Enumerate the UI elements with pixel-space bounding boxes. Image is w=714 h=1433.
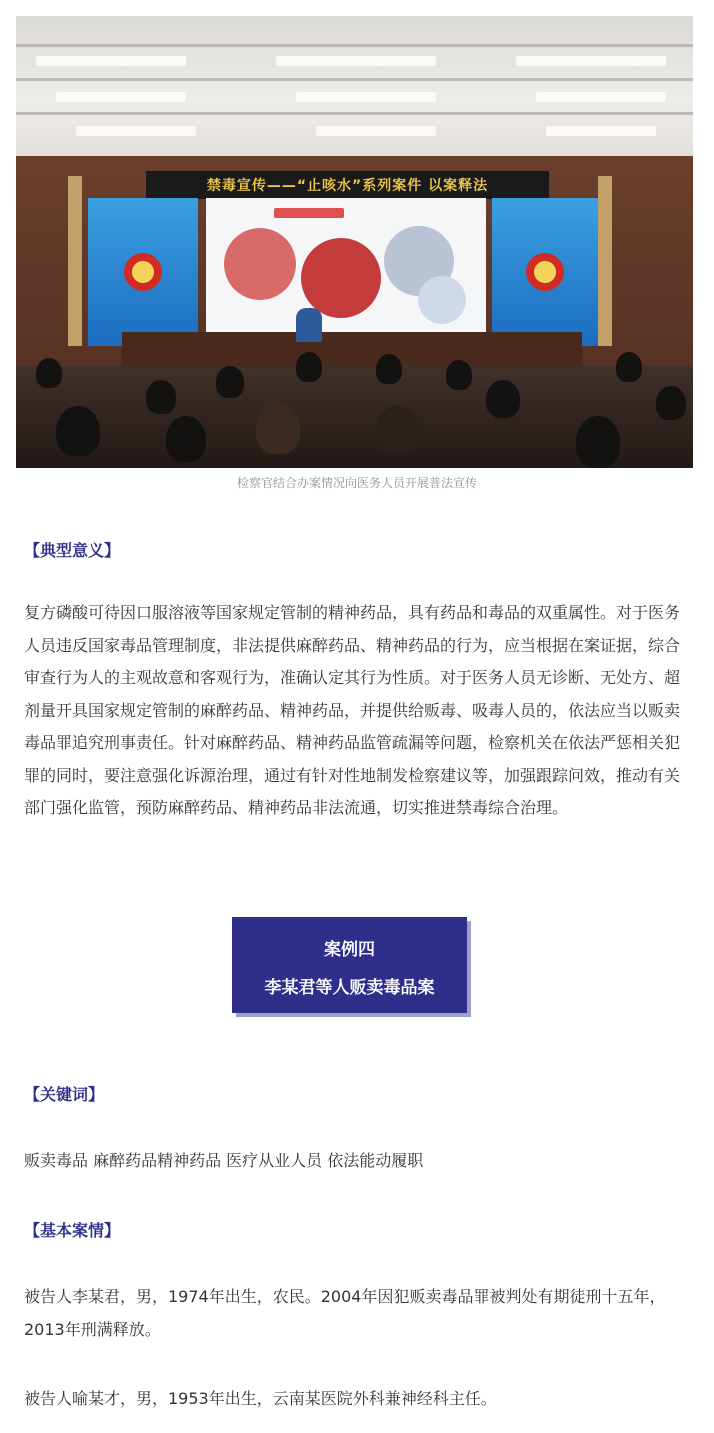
emblem-icon: [124, 253, 162, 291]
facts-heading: 【基本案情】: [24, 1221, 121, 1240]
audience: [16, 366, 693, 468]
facts-paragraph-2: 被告人喻某才，男，1953年出生，云南某医院外科兼神经科主任。: [24, 1389, 497, 1408]
keywords-text: 贩卖毒品 麻醉药品精神药品 医疗从业人员 依法能动履职: [24, 1151, 424, 1170]
right-screen: [492, 198, 598, 346]
ceiling: [16, 16, 693, 156]
emblem-icon: [526, 253, 564, 291]
case-title-box: [232, 917, 467, 1013]
photo-caption: 检察官结合办案情况向医务人员开展普法宣传: [236, 476, 477, 490]
significance-heading: 【典型意义】: [24, 541, 121, 560]
significance-paragraph: 复方磷酸可待因口服溶液等国家规定管制的精神药品，具有药品和毒品的双重属性。对于医务人员违反国家毒品管理制度，非法提供麻醉药品、精神药品的行为，应当根据在案证据，综合审查行为人的主观故意和客观行为，准确认定其行为性质。对于医务人员无诊断、无处方、超剂量开具国家规定管制的麻醉药品、精神药品，并提供给贩毒、吸毒人员的，依法应当以贩卖毒品罪追究刑事责任。针对麻醉药品、精神药品监管疏漏等问题，检察机关在依法严惩相关犯罪的同时，要注意强化诉源治理，通过有针对性地制发检察建议等，加强跟踪问效，推动有关部门强化监管，预防麻醉药品、精神药品非法流通，切实推进禁毒综合治理。: [24, 603, 681, 817]
keywords-heading: 【关键词】: [24, 1085, 105, 1104]
speaker: [296, 308, 322, 342]
projection-slide: [206, 198, 486, 340]
left-screen: [88, 198, 198, 346]
case-name: 李某君等人贩卖毒品案: [264, 978, 435, 998]
stage-banner: 禁毒宣传——“止咳水”系列案件 以案释法: [146, 171, 549, 199]
facts-paragraph-1: 被告人李某君，男，1974年出生，农民。2004年因犯贩卖毒品罪被判处有期徒刑十五年，2013年刑满释放。: [24, 1287, 666, 1339]
conference-photo: [16, 16, 693, 468]
case-number: 案例四: [324, 940, 375, 960]
